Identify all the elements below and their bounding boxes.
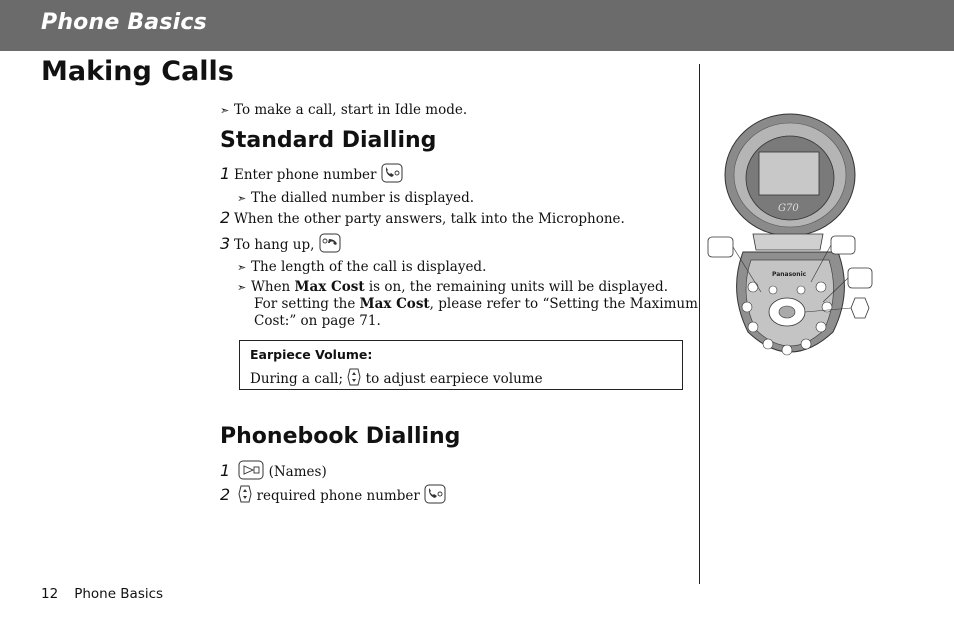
phone-illustration (703, 112, 878, 381)
earpiece-volume-note (239, 340, 683, 390)
standard-step-2: 2 When the other party answers, talk into the Microphone. (220, 208, 625, 227)
phonebook-step-2: 2 required phone number (220, 484, 446, 509)
model-label: G70 (778, 203, 799, 214)
arrow-bullet-icon: ➣ (237, 261, 247, 274)
note-body: During a call; to adjust earpiece volume (250, 367, 543, 391)
standard-step-1-note: ➣ The dialled number is displayed. (237, 190, 475, 206)
send-key-icon (424, 484, 446, 509)
navigation-key-icon (347, 367, 361, 391)
page-number: 12 (41, 586, 59, 602)
arrow-bullet-icon: ➣ (237, 192, 247, 205)
navigation-key-icon (238, 484, 252, 509)
column-divider (699, 64, 700, 584)
standard-step-3-note-2-line-3: Cost:” on page 71. (254, 313, 381, 329)
send-key-icon (381, 163, 403, 188)
standard-step-1: 1 Enter phone number (220, 163, 403, 188)
end-key-icon (319, 233, 341, 258)
intro-line: ➣ To make a call, start in Idle mode. (220, 102, 468, 118)
arrow-bullet-icon: ➣ (220, 104, 230, 117)
standard-step-3-note-2-line-2: For setting the Max Cost, please refer to “Setting the Maximum (254, 296, 698, 312)
phonebook-dialling-heading: Phonebook Dialling (220, 424, 461, 449)
standard-step-3-note-2: ➣ When Max Cost is on, the remaining units will be displayed. (237, 279, 668, 295)
section-title: Phone Basics (41, 10, 207, 35)
arrow-bullet-icon: ➣ (237, 281, 247, 294)
standard-dialling-heading: Standard Dialling (220, 128, 437, 153)
page-footer (41, 586, 163, 602)
standard-step-3: 3 To hang up, (220, 233, 341, 258)
footer-section: Phone Basics (74, 586, 164, 602)
page-title: Making Calls (41, 56, 234, 87)
brand-label: Panasonic (772, 271, 807, 278)
phonebook-step-1: 1 (Names) (220, 460, 327, 485)
menu-key-icon (238, 460, 264, 485)
note-title: Earpiece Volume: (250, 347, 373, 362)
standard-step-3-note-1: ➣ The length of the call is displayed. (237, 259, 487, 275)
